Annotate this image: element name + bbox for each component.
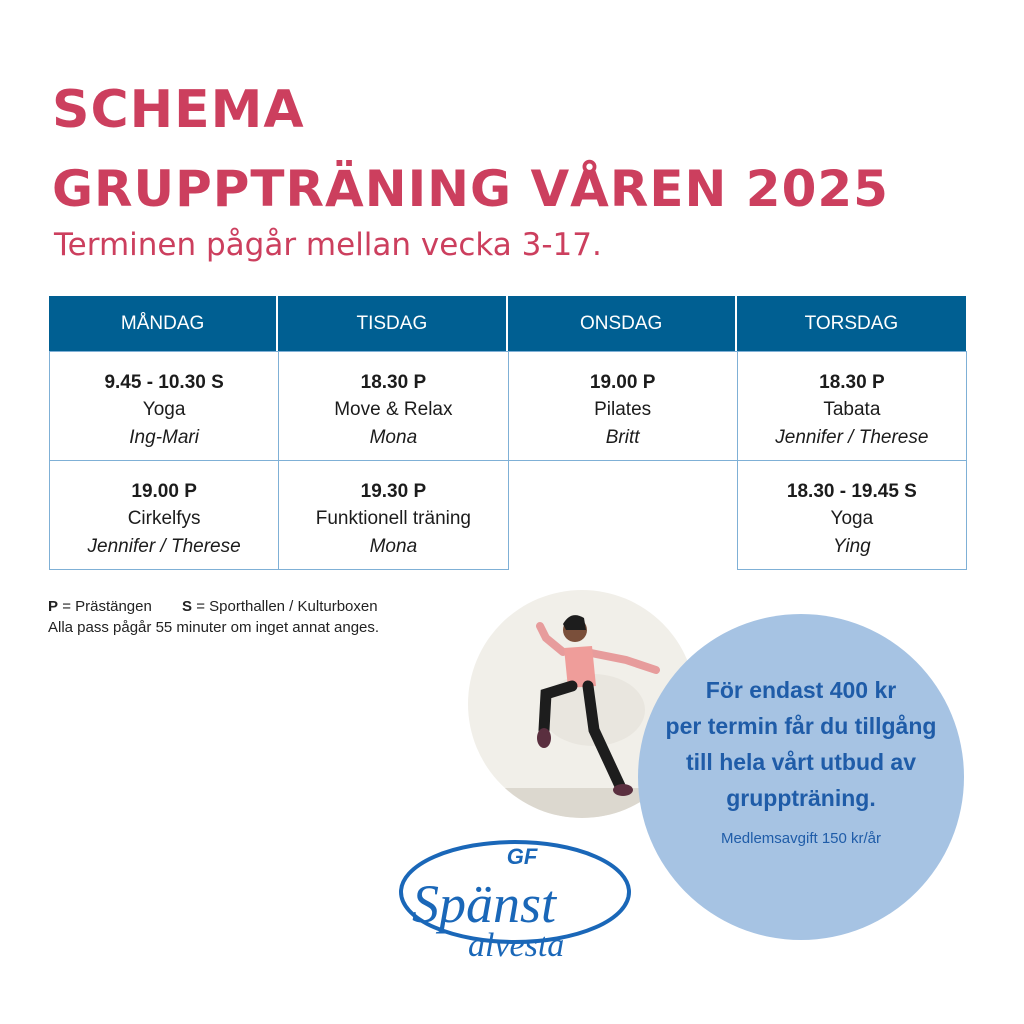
membership-fee: Medlemsavgift 150 kr/år (720, 829, 882, 847)
class-time: 18.30 P (360, 372, 427, 393)
legend (48, 596, 379, 638)
offer-line-4: gruppträning. (726, 784, 876, 811)
class-instructor: Mona (369, 427, 418, 448)
class-cell-thursday-2 (737, 460, 967, 570)
class-activity: Pilates (594, 399, 652, 420)
schedule-header-row (49, 296, 966, 351)
schedule-table (49, 296, 966, 569)
class-instructor: Jennifer / Therese (775, 427, 929, 448)
title-line-2: GRUPPTRÄNING VÅREN 2025 (52, 160, 889, 218)
class-instructor: Ing-Mari (129, 427, 199, 448)
class-time: 19.00 P (131, 481, 197, 502)
class-activity: Move & Relax (334, 399, 453, 420)
offer-line-1: För endast 400 kr (705, 676, 897, 703)
day-header-wednesday: ONSDAG (508, 296, 737, 351)
class-activity: Tabata (823, 399, 881, 420)
class-time: 18.30 P (819, 372, 885, 393)
class-time: 19.00 P (589, 372, 656, 393)
legend-locations (48, 596, 379, 617)
class-instructor: Mona (369, 536, 418, 557)
class-instructor: Britt (605, 427, 640, 448)
class-time: 18.30 - 19.45 S (786, 481, 917, 502)
class-instructor: Jennifer / Therese (87, 536, 241, 557)
gf-spanst-logo (390, 822, 640, 972)
class-cell-tuesday-2 (278, 460, 508, 570)
offer-text (656, 672, 946, 816)
logo-city: alvesta (468, 927, 565, 964)
offer-line-2: per termin får du tillgång (665, 712, 937, 739)
logo-name: Spänst (412, 874, 557, 934)
schedule-body (49, 351, 966, 569)
class-cell-wednesday-2-empty (508, 460, 738, 570)
class-cell-monday-2 (49, 460, 279, 570)
day-header-tuesday: TISDAG (278, 296, 507, 351)
day-header-thursday: TORSDAG (737, 296, 966, 351)
logo-gf: GF (506, 844, 538, 869)
class-cell-monday-1 (49, 351, 279, 461)
class-instructor: Ying (833, 536, 871, 557)
class-activity: Yoga (142, 399, 186, 420)
class-activity: Funktionell träning (315, 508, 471, 529)
legend-p-key: P (48, 598, 59, 615)
class-activity: Yoga (830, 508, 874, 529)
membership-offer-circle (638, 614, 964, 940)
legend-p-text: = Prästängen (62, 598, 152, 615)
legend-s-text: = Sporthallen / Kulturboxen (196, 598, 378, 615)
legend-note: Alla pass pågår 55 minuter om inget annat anges. (48, 619, 380, 636)
day-header-monday: MÅNDAG (49, 296, 278, 351)
class-cell-thursday-1 (737, 351, 967, 461)
subtitle: Terminen pågår mellan vecka 3-17. (54, 227, 602, 263)
class-cell-tuesday-1 (278, 351, 508, 461)
offer-line-3: till hela vårt utbud av (685, 748, 917, 775)
class-time: 9.45 - 10.30 S (104, 372, 224, 393)
legend-s-key: S (182, 598, 193, 615)
class-activity: Cirkelfys (127, 508, 201, 529)
title-line-1: SCHEMA (52, 80, 305, 140)
class-time: 19.30 P (360, 481, 427, 502)
class-cell-wednesday-1 (508, 351, 738, 461)
